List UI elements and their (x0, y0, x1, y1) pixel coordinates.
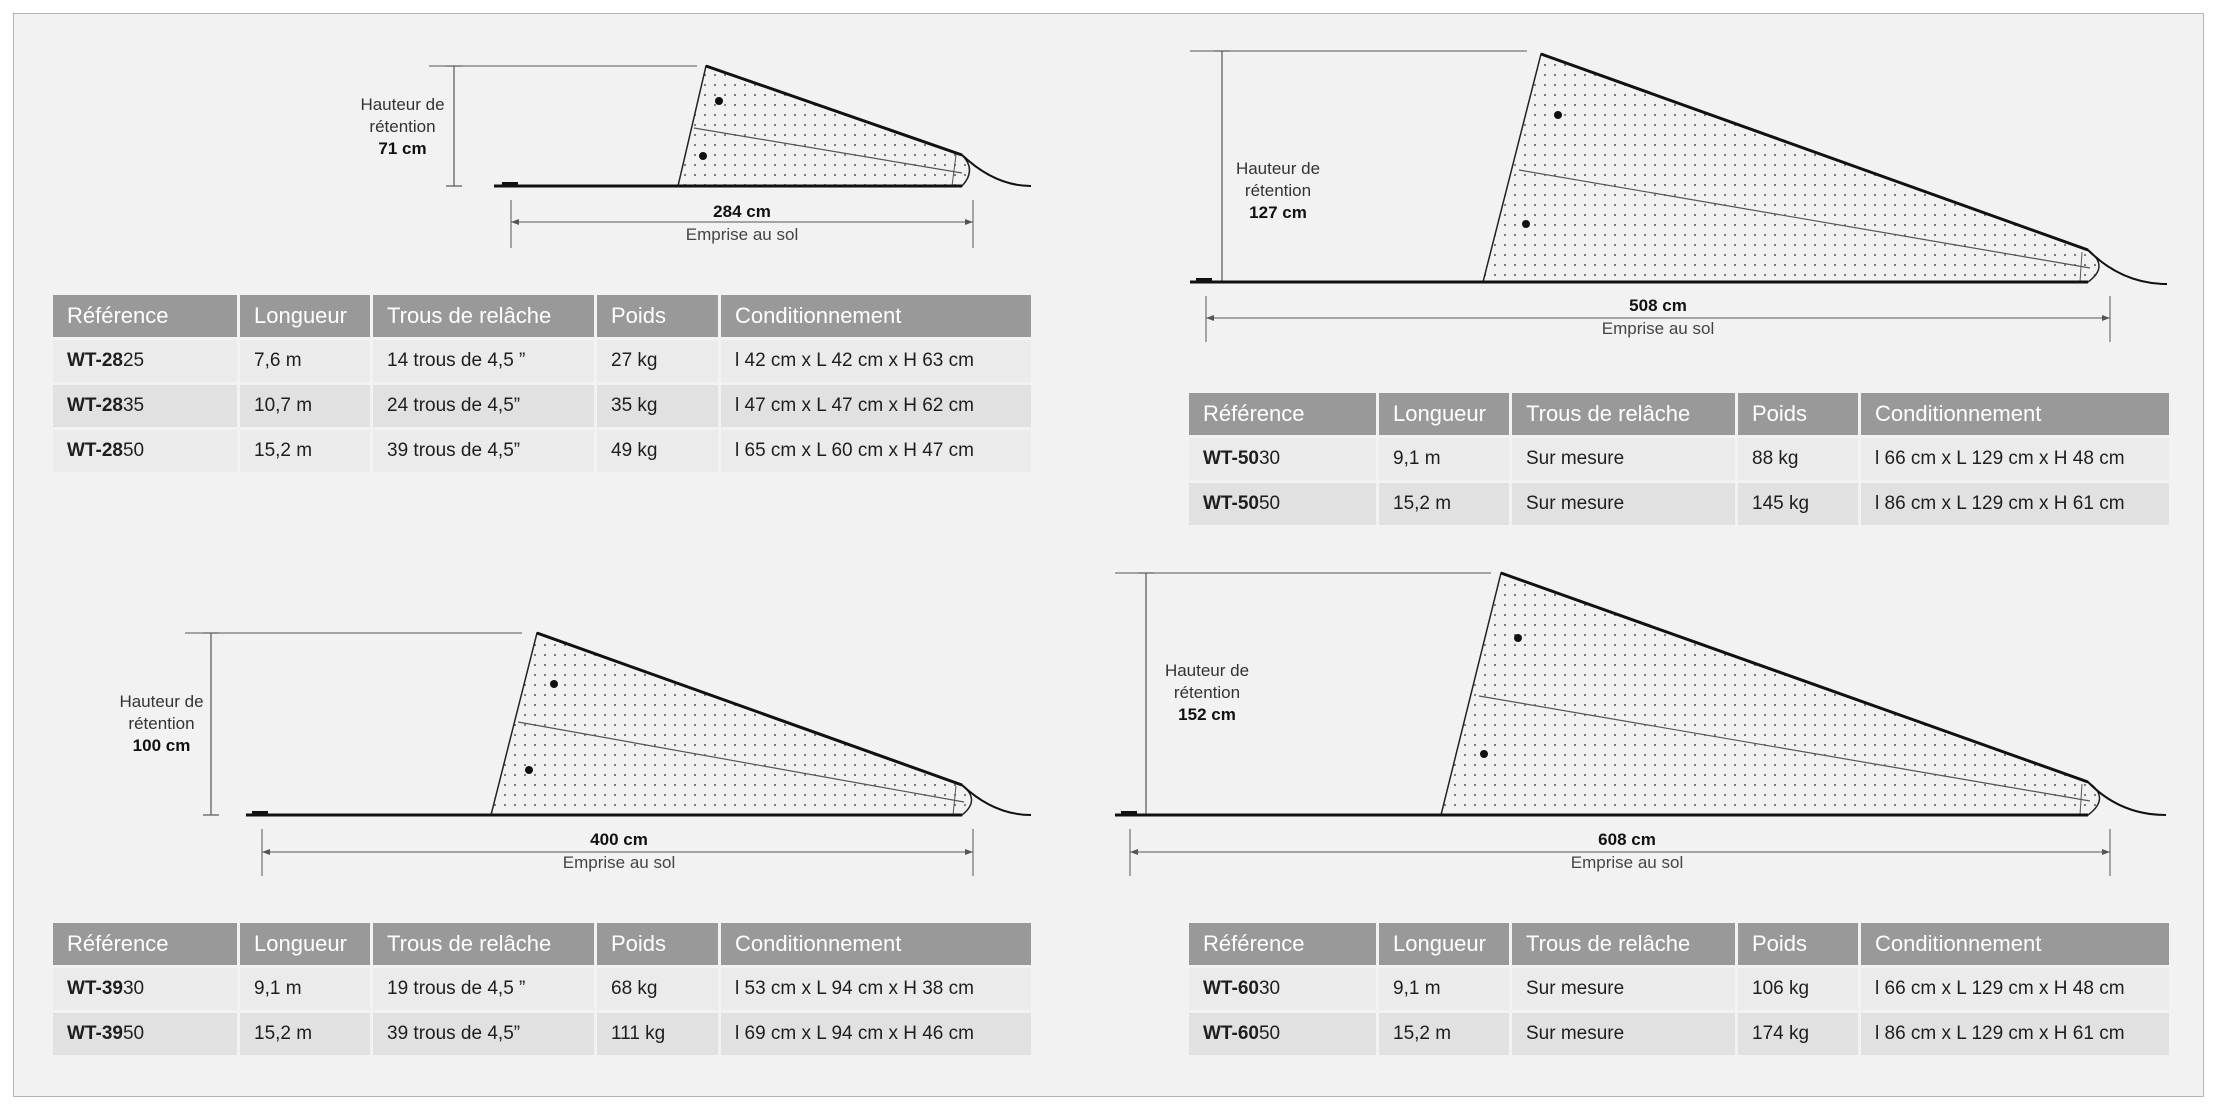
cell-trous: 19 trous de 4,5 ” (373, 968, 594, 1010)
ref-suffix: 30 (1258, 978, 1281, 999)
dam-profile (1115, 573, 2166, 815)
ref-suffix: 50 (1258, 493, 1281, 514)
table-row (1189, 968, 2169, 1010)
col-reference: Référence (53, 923, 237, 965)
col-reference: Référence (1189, 393, 1376, 435)
col-trous: Trous de relâche (1512, 923, 1735, 965)
cell-longueur: 15,2 m (240, 430, 370, 472)
col-longueur: Longueur (240, 295, 370, 337)
cell-poids: 106 kg (1738, 968, 1858, 1010)
ref-prefix: WT-50 (1203, 448, 1259, 469)
retention-height-value: 100 cm (132, 736, 191, 755)
col-trous: Trous de relâche (373, 295, 594, 337)
ref-suffix: 50 (1258, 1023, 1281, 1044)
cell-longueur: 9,1 m (1379, 438, 1509, 480)
cell-trous: 24 trous de 4,5” (373, 385, 594, 427)
col-conditionnement: Conditionnement (1861, 923, 2169, 965)
cell-poids: 145 kg (1738, 483, 1858, 525)
retention-height-value: 152 cm (1178, 705, 1236, 724)
ref-prefix: WT-39 (67, 1023, 123, 1044)
retention-caption: Hauteur de rétention (1164, 661, 1250, 702)
col-conditionnement: Conditionnement (721, 295, 1031, 337)
cell-conditionnement: l 69 cm x L 94 cm x H 46 cm (721, 1013, 1031, 1055)
cell-poids: 27 kg (597, 340, 718, 382)
footprint-value: 400 cm (590, 830, 648, 849)
col-longueur: Longueur (240, 923, 370, 965)
ref-prefix: WT-50 (1203, 493, 1259, 514)
ref-prefix: WT-28 (67, 350, 123, 371)
cell-poids: 49 kg (597, 430, 718, 472)
col-poids: Poids (597, 923, 718, 965)
ref-suffix: 50 (122, 1023, 145, 1044)
retention-height-label (1148, 660, 1266, 726)
cell-longueur: 10,7 m (240, 385, 370, 427)
col-conditionnement: Conditionnement (1861, 393, 2169, 435)
col-longueur: Longueur (1379, 393, 1509, 435)
retention-height-value: 71 cm (378, 139, 427, 158)
cell-poids: 68 kg (597, 968, 718, 1010)
table-header (1189, 923, 2169, 965)
retention-caption: Hauteur de rétention (360, 95, 445, 136)
col-poids: Poids (1738, 393, 1858, 435)
cell-trous: 39 trous de 4,5” (373, 1013, 594, 1055)
ref-prefix: WT-28 (67, 440, 123, 461)
ref-prefix: WT-60 (1203, 1023, 1259, 1044)
cell-longueur: 9,1 m (240, 968, 370, 1010)
cell-poids: 88 kg (1738, 438, 1858, 480)
col-reference: Référence (53, 295, 237, 337)
ref-prefix: WT-28 (67, 395, 123, 416)
ref-suffix: 35 (122, 395, 145, 416)
footprint-caption: Emprise au sol (1601, 319, 1715, 338)
cell-poids: 35 kg (597, 385, 718, 427)
footprint-value: 284 cm (713, 202, 771, 221)
footprint-value: 508 cm (1629, 296, 1687, 315)
footprint-value: 608 cm (1598, 830, 1656, 849)
cell-trous: Sur mesure (1512, 968, 1735, 1010)
cell-reference (1189, 968, 1376, 1010)
cell-conditionnement: l 42 cm x L 42 cm x H 63 cm (721, 340, 1031, 382)
cell-conditionnement: l 65 cm x L 60 cm x H 47 cm (721, 430, 1031, 472)
retention-caption: Hauteur de rétention (1235, 159, 1321, 200)
cell-trous: Sur mesure (1512, 438, 1735, 480)
cell-conditionnement: l 86 cm x L 129 cm x H 61 cm (1861, 1013, 2169, 1055)
ref-prefix: WT-39 (67, 978, 123, 999)
cell-poids: 111 kg (597, 1013, 718, 1055)
col-poids: Poids (1738, 923, 1858, 965)
ref-prefix: WT-60 (1203, 978, 1259, 999)
footprint-caption: Emprise au sol (685, 225, 799, 244)
footprint-caption: Emprise au sol (1570, 853, 1684, 872)
col-longueur: Longueur (1379, 923, 1509, 965)
cell-longueur: 15,2 m (1379, 483, 1509, 525)
cell-longueur: 7,6 m (240, 340, 370, 382)
cell-conditionnement: l 66 cm x L 129 cm x H 48 cm (1861, 438, 2169, 480)
col-poids: Poids (597, 295, 718, 337)
ref-suffix: 25 (122, 350, 145, 371)
retention-caption: Hauteur de rétention (119, 692, 204, 733)
cell-trous: 39 trous de 4,5” (373, 430, 594, 472)
cell-reference (1189, 1013, 1376, 1055)
cell-conditionnement: l 47 cm x L 47 cm x H 62 cm (721, 385, 1031, 427)
cell-conditionnement: l 53 cm x L 94 cm x H 38 cm (721, 968, 1031, 1010)
col-reference: Référence (1189, 923, 1376, 965)
cell-trous: Sur mesure (1512, 483, 1735, 525)
cell-longueur: 15,2 m (1379, 1013, 1509, 1055)
ref-suffix: 30 (1258, 448, 1281, 469)
table-row (1189, 1013, 2169, 1055)
cell-poids: 174 kg (1738, 1013, 1858, 1055)
cell-longueur: 15,2 m (240, 1013, 370, 1055)
ref-suffix: 30 (122, 978, 145, 999)
cell-trous: Sur mesure (1512, 1013, 1735, 1055)
ref-suffix: 50 (122, 440, 145, 461)
col-trous: Trous de relâche (1512, 393, 1735, 435)
col-conditionnement: Conditionnement (721, 923, 1031, 965)
footprint-label (1527, 828, 1727, 874)
spec-table (1186, 920, 2172, 1058)
footprint-caption: Emprise au sol (562, 853, 676, 872)
cell-conditionnement: l 66 cm x L 129 cm x H 48 cm (1861, 968, 2169, 1010)
retention-height-value: 127 cm (1249, 203, 1307, 222)
cell-conditionnement: l 86 cm x L 129 cm x H 61 cm (1861, 483, 2169, 525)
cell-trous: 14 trous de 4,5 ” (373, 340, 594, 382)
col-trous: Trous de relâche (373, 923, 594, 965)
cell-longueur: 9,1 m (1379, 968, 1509, 1010)
